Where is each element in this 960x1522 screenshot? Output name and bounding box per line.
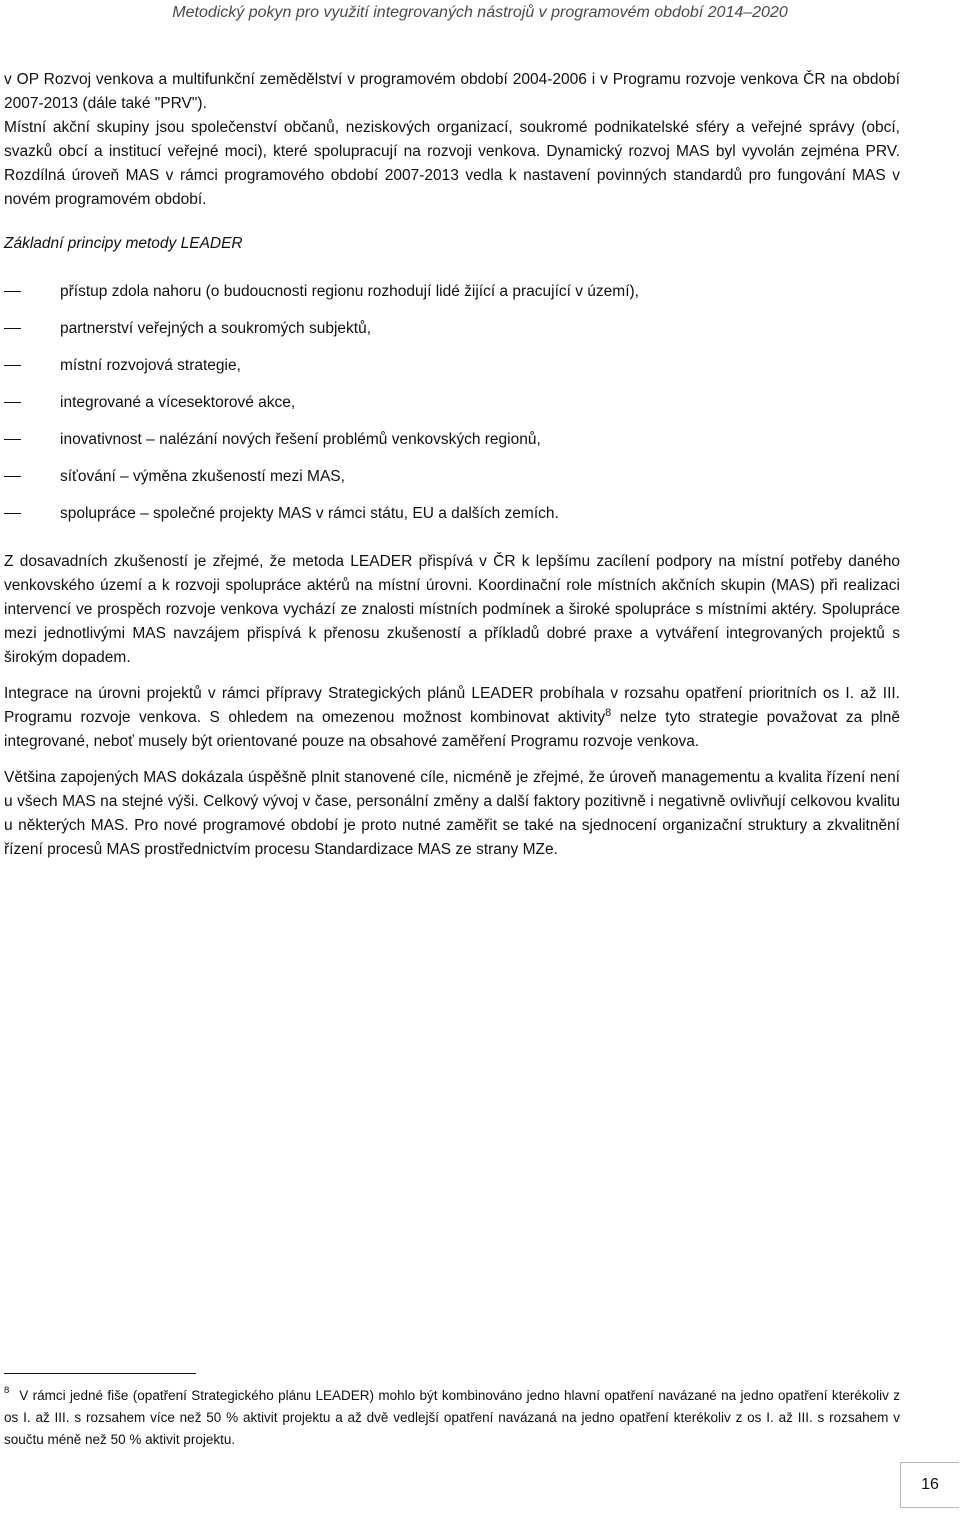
footnote-reference[interactable]: 8 [605, 707, 612, 719]
list-item-text: spolupráce – společné projekty MAS v rámci státu, EU a dalších zemích. [60, 505, 559, 522]
body-paragraph-2-start: Integrace na úrovni projektů v rámci přípravy Strategických plánů LEADER probíhala v rozsahu opatření prioritních os I. až III. Programu rozvoje venkova. S ohledem na omezenou možnost kombinovat aktivity [4, 685, 900, 726]
intro-paragraph-1: v OP Rozvoj venkova a multifunkční zemědělství v programovém období 2004-2006 i v Programu rozvoje venkova ČR na období 2007-2013 (dále také "PRV"). [4, 71, 900, 112]
list-item-text: partnerství veřejných a soukromých subjektů, [60, 320, 371, 337]
list-item [4, 465, 900, 489]
list-item [4, 317, 900, 341]
footnote [4, 1385, 900, 1451]
list-item [4, 280, 900, 304]
page-number: 16 [900, 1462, 959, 1508]
list-item [4, 391, 900, 415]
footnote-text: V rámci jedné fiše (opatření Strategického plánu LEADER) mohlo být kombinováno jedno hlavní opatření navázané na jedno opatření kterékoliv z os I. až III. s rozsahem více než 50 % aktivit projektu a až dvě vedlejší opatření navázaná na jedno opatření kterékoliv z os I. až III. s rozsahem v součtu méně než 50 % aktivit projektu. [4, 1388, 900, 1447]
dash-bullet-icon [4, 365, 21, 366]
body-paragraph-1: Z dosavadních zkušeností je zřejmé, že metoda LEADER přispívá v ČR k lepšímu zacílení podpory na místní potřeby daného venkovského území a k rozvoji spolupráce aktérů na místní úrovni. Koordinační role místních akčních skupin (MAS) při realizaci intervencí ve prospěch rozvoje venkova vychází ze znalosti místních podmínek a široké spolupráce s místními aktéry. Spolupráce mezi jednotlivými MAS navzájem přispívá k přenosu zkušeností a příkladů dobré praxe a vytváření integrovaných projektů s širokým dopadem. [4, 553, 900, 666]
dash-bullet-icon [4, 402, 21, 403]
dash-bullet-icon [4, 476, 21, 477]
footnote-number: 8 [4, 1385, 10, 1396]
page-content [4, 68, 900, 874]
list-item-text: síťování – výměna zkušeností mezi MAS, [60, 468, 345, 485]
body-paragraph-3: Většina zapojených MAS dokázala úspěšně plnit stanovené cíle, nicméně je zřejmé, že úroveň managementu a kvalita řízení není u všech MAS na stejné výši. Celkový vývoj v čase, personální změny a další faktory pozitivně i negativně ovlivňují celkovou kvalitu u některých MAS. Pro nové programové období je proto nutné zaměřit se také na sjednocení organizační struktury a zkvalitnění řízení procesů MAS prostřednictvím procesu Standardizace MAS ze strany MZe. [4, 769, 900, 858]
body-section [4, 550, 900, 862]
running-header: Metodický pokyn pro využití integrovaných nástrojů v programovém období 2014–2020 [172, 4, 788, 21]
dash-bullet-icon [4, 291, 21, 292]
list-item [4, 354, 900, 378]
principles-heading: Základní principy metody LEADER [4, 235, 243, 252]
dash-bullet-icon [4, 439, 21, 440]
list-item [4, 502, 900, 526]
intro-paragraph-2: Místní akční skupiny jsou společenství občanů, neziskových organizací, soukromé podnikatelské sféry a veřejné správy (obcí, svazků obcí a institucí veřejné moci), které spolupracují na rozvoji venkova. Dynamický rozvoj MAS byl vyvolán zejména PRV. Rozdílná úroveň MAS v rámci programového období 2007-2013 vedla k nastavení povinných standardů pro fungování MAS v novém programovém období. [4, 119, 900, 208]
list-item-text: místní rozvojová strategie, [60, 357, 241, 374]
body-paragraph-2 [4, 682, 900, 754]
dash-bullet-icon [4, 513, 21, 514]
intro-section [4, 68, 900, 212]
list-item-text: přístup zdola nahoru (o budoucnosti regionu rozhodují lidé žijící a pracující v území), [60, 283, 639, 300]
principles-list [4, 280, 900, 526]
dash-bullet-icon [4, 328, 21, 329]
list-item [4, 428, 900, 452]
footnote-separator [4, 1373, 196, 1374]
list-item-text: inovativnost – nalézání nových řešení problémů venkovských regionů, [60, 431, 541, 448]
body-paragraph-2-end: nelze tyto strategie považovat za plně integrované, neboť musely být orientované pouze na obsahové zaměření Programu rozvoje venkova. [4, 709, 900, 750]
list-item-text: integrované a vícesektorové akce, [60, 394, 296, 411]
